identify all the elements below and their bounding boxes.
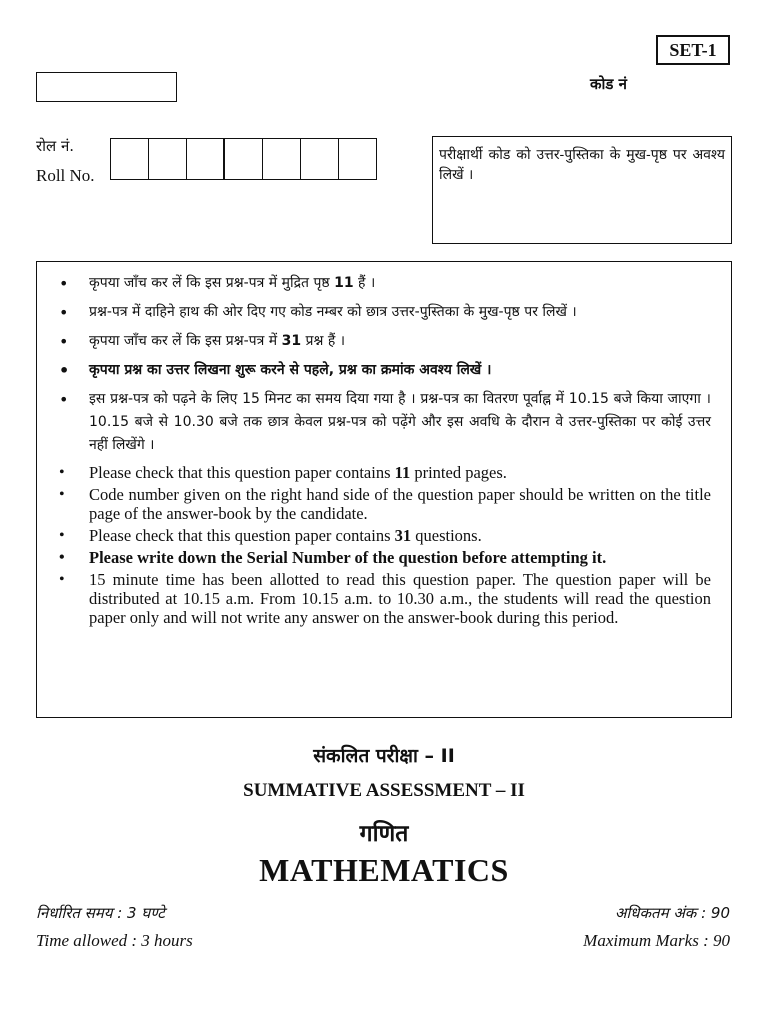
instruction-item: • कृपया जाँच कर लें कि इस प्रश्न-पत्र में मुद्रित पृष्ठ 11 हैं । bbox=[57, 272, 711, 295]
roll-cell bbox=[111, 139, 149, 179]
roll-cell bbox=[301, 139, 339, 179]
roll-cell bbox=[263, 139, 301, 179]
instruction-item: • Code number given on the right hand side of the question paper should be written on the title page of the answer-book by the candidate. bbox=[57, 485, 711, 523]
subject-title-hindi: गणित bbox=[359, 821, 409, 847]
time-allowed-hindi: निर्धारित समय : 3 घण्टे bbox=[36, 904, 165, 922]
time-allowed-english: Time allowed : 3 hours bbox=[36, 931, 193, 950]
instruction-item: • 15 minute time has been allotted to read this question paper. The question paper will be distributed at 10.15 a.m. From 10.15 a.m. to 10.30 a.m., the students will read the question paper only and will not write any answer on the answer-book during this period. bbox=[57, 570, 711, 627]
roll-cell bbox=[149, 139, 187, 179]
instruction-item: • कृपया प्रश्न का उत्तर लिखना शुरू करने से पहले, प्रश्न का क्रमांक अवश्य लिखें । bbox=[57, 359, 711, 382]
roll-number-grid bbox=[110, 138, 377, 180]
instruction-item: • इस प्रश्न-पत्र को पढ़ने के लिए 15 मिनट का समय दिया गया है । प्रश्न-पत्र का वितरण पूर्वाह्न में 10.15 बजे किया जाएगा । 10.15 बजे से 10.30 बजे तक छात्र केवल प्रश्न-पत्र को पढ़ेंगे और इस अवधि के दौरान वे उत्तर-पुस्तिका पर कोई उत्तर नहीं लिखेंगे । bbox=[57, 388, 711, 457]
instruction-item: • Please check that this question paper contains 11 printed pages. bbox=[57, 463, 711, 482]
instruction-item: • प्रश्न-पत्र में दाहिने हाथ की ओर दिए गए कोड नम्बर को छात्र उत्तर-पुस्तिका के मुख-पृष्ठ पर लिखें । bbox=[57, 301, 711, 324]
code-box bbox=[36, 72, 177, 102]
instruction-item: • Please check that this question paper contains 31 questions. bbox=[57, 526, 711, 545]
roll-cell bbox=[339, 139, 377, 179]
subject-title-english: MATHEMATICS bbox=[259, 852, 509, 888]
instructions-box bbox=[36, 261, 732, 718]
candidate-note: परीक्षार्थी कोड को उत्तर-पुस्तिका के मुख-पृष्ठ पर अवश्य लिखें । bbox=[432, 136, 732, 244]
roll-cell bbox=[187, 139, 225, 179]
roll-cell bbox=[225, 139, 263, 179]
code-label: कोड नं bbox=[590, 75, 627, 93]
roll-label-english: Roll No. bbox=[36, 166, 95, 185]
roll-label-hindi: रोल नं. bbox=[36, 137, 75, 155]
instructions-hindi bbox=[57, 272, 711, 457]
exam-title-english: SUMMATIVE ASSESSMENT – II bbox=[243, 780, 525, 801]
exam-title-hindi: संकलित परीक्षा – II bbox=[313, 745, 455, 767]
instructions-english bbox=[57, 463, 711, 627]
max-marks-hindi: अधिकतम अंक : 90 bbox=[614, 904, 730, 922]
instruction-item: • कृपया जाँच कर लें कि इस प्रश्न-पत्र में 31 प्रश्न हैं । bbox=[57, 330, 711, 353]
set-label: SET-1 bbox=[656, 35, 730, 65]
instruction-item: • Please write down the Serial Number of the question before attempting it. bbox=[57, 548, 711, 567]
max-marks-english: Maximum Marks : 90 bbox=[583, 931, 730, 950]
